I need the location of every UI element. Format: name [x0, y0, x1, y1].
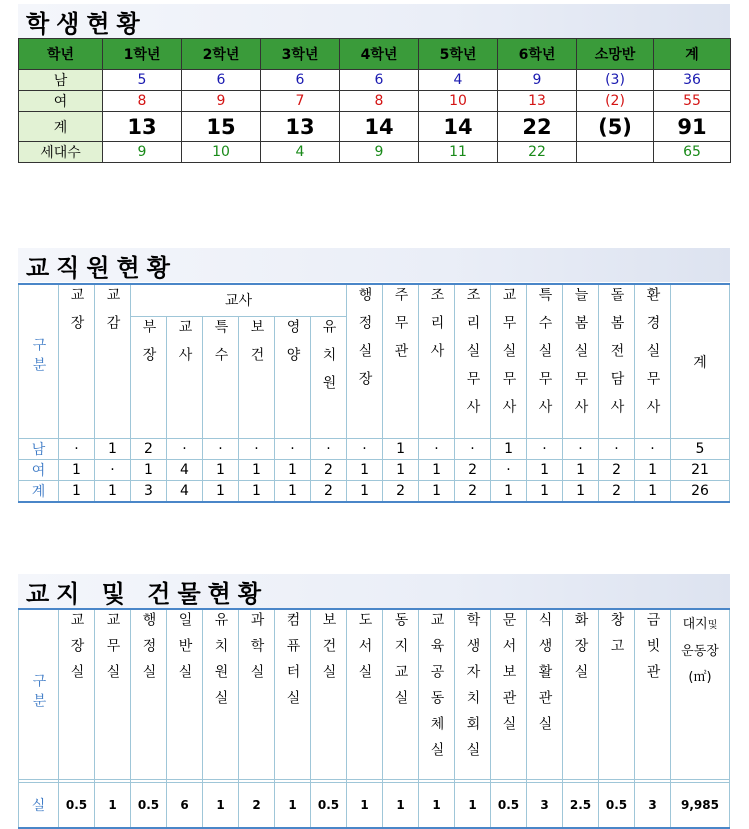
col-neulbom-assistant — [563, 284, 599, 439]
land-label-small: 및 — [707, 620, 718, 631]
col-teacher — [167, 316, 203, 438]
cell: 1 — [203, 783, 239, 829]
facility-col-text: 행정실 — [140, 612, 157, 690]
facilities-rowhead — [19, 609, 59, 780]
col-teacher-text: 특수 — [212, 318, 229, 375]
row-label: 남 — [19, 439, 59, 460]
col-classroom — [167, 609, 203, 780]
facility-col-text: 교장실 — [68, 612, 85, 690]
cell: 91 — [654, 112, 731, 142]
cell: 22 — [498, 142, 577, 163]
cell: 6 — [182, 70, 261, 91]
cell: 13 — [261, 112, 340, 142]
cell: · — [59, 439, 95, 460]
col-teacher-text: 유치원 — [320, 318, 337, 403]
col-total: 계 — [671, 284, 730, 439]
student-header-row — [19, 39, 731, 70]
row-label: 여 — [19, 91, 103, 112]
col-cook-assistant — [455, 284, 491, 439]
staff-rowhead-text: 구분 — [30, 337, 47, 377]
col-cafeteria — [527, 609, 563, 780]
col-computer-room — [275, 609, 311, 780]
cell: 1 — [347, 783, 383, 829]
col-teacher-text: 교사 — [176, 318, 193, 375]
cell: 1 — [383, 783, 419, 829]
facility-col-text: 도서실 — [356, 612, 373, 690]
staff-row-female — [19, 460, 730, 481]
cell: 21 — [671, 460, 730, 481]
cell: · — [203, 439, 239, 460]
facility-col-text: 학생자치회실 — [464, 612, 481, 768]
cell: 9,985 — [671, 783, 730, 829]
student-row-households — [19, 142, 731, 163]
student-table — [18, 38, 731, 163]
col-land-area — [671, 609, 730, 780]
cell: 1 — [635, 481, 671, 503]
col-officer — [383, 284, 419, 439]
cell: (5) — [577, 112, 654, 142]
row-label: 세대수 — [19, 142, 103, 163]
cell: · — [275, 439, 311, 460]
cell: 9 — [182, 91, 261, 112]
row-label: 여 — [19, 460, 59, 481]
cell: 5 — [103, 70, 182, 91]
cell: 0.5 — [311, 783, 347, 829]
cell: 1 — [419, 783, 455, 829]
facility-col-text: 교육공동체실 — [428, 612, 445, 768]
staff-header-row1 — [19, 284, 730, 316]
col-principal-text: 교장 — [68, 287, 85, 343]
cell: 2 — [455, 460, 491, 481]
col-health-teacher — [239, 316, 275, 438]
cell: 1 — [383, 460, 419, 481]
col-other-text: 조리실무사 — [464, 287, 481, 427]
student-row-total — [19, 112, 731, 142]
col-kindergarten-room — [203, 609, 239, 780]
cell: · — [239, 439, 275, 460]
col-cook — [419, 284, 455, 439]
student-row-female — [19, 91, 731, 112]
cell: 0.5 — [59, 783, 95, 829]
cell: 1 — [239, 481, 275, 503]
cell: 3 — [131, 481, 167, 503]
header-grade4: 4학년 — [340, 39, 419, 70]
cell: 0.5 — [491, 783, 527, 829]
cell: (2) — [577, 91, 654, 112]
row-label: 계 — [19, 112, 103, 142]
cell: 1 — [491, 439, 527, 460]
cell: 15 — [182, 112, 261, 142]
cell: 9 — [103, 142, 182, 163]
cell: 1 — [419, 481, 455, 503]
cell: 4 — [419, 70, 498, 91]
cell: 1 — [383, 439, 419, 460]
cell: 4 — [167, 481, 203, 503]
land-unit: (㎡) — [688, 670, 712, 685]
header-grade5: 5학년 — [419, 39, 498, 70]
cell: · — [527, 439, 563, 460]
header-total: 계 — [654, 39, 731, 70]
students-title: 학생현황 — [18, 4, 730, 38]
cell: 5 — [671, 439, 730, 460]
cell: 1 — [275, 460, 311, 481]
col-teacher-text: 보건 — [248, 318, 265, 375]
cell: 8 — [103, 91, 182, 112]
header-grade6: 6학년 — [498, 39, 577, 70]
cell: 1 — [491, 481, 527, 503]
col-environment-assistant — [635, 284, 671, 439]
col-care-staff — [599, 284, 635, 439]
land-label-line2: 운동장 — [681, 644, 719, 659]
facility-col-text: 보건실 — [320, 612, 337, 690]
row-label: 남 — [19, 70, 103, 91]
cell: · — [419, 439, 455, 460]
cell: 1 — [275, 783, 311, 829]
facilities-table — [18, 608, 730, 829]
cell: · — [167, 439, 203, 460]
cell: 9 — [498, 70, 577, 91]
cell: 7 — [261, 91, 340, 112]
facility-col-text: 동지교실 — [392, 612, 409, 716]
col-vice-text: 교감 — [104, 287, 121, 343]
col-storage — [599, 609, 635, 780]
facilities-rowhead-text: 구분 — [30, 672, 47, 713]
cell: (3) — [577, 70, 654, 91]
header-grade1: 1학년 — [103, 39, 182, 70]
col-science-room — [239, 609, 275, 780]
land-label-main: 대지 — [682, 617, 708, 632]
col-principal — [59, 284, 95, 439]
cell: 36 — [654, 70, 731, 91]
cell: 1 — [563, 460, 599, 481]
cell: 13 — [498, 91, 577, 112]
facility-col-text: 화장실 — [572, 612, 589, 690]
col-archive-room — [491, 609, 527, 780]
facility-col-text: 과학실 — [248, 612, 265, 690]
cell: 2 — [311, 481, 347, 503]
cell: 1 — [203, 481, 239, 503]
cell: 1 — [203, 460, 239, 481]
cell: 1 — [455, 783, 491, 829]
col-health-room — [311, 609, 347, 780]
staff-row-total — [19, 481, 730, 503]
row-label: 계 — [19, 481, 59, 503]
cell: 22 — [498, 112, 577, 142]
facility-col-text: 식생활관실 — [536, 612, 553, 742]
cell: 0.5 — [599, 783, 635, 829]
cell — [577, 142, 654, 163]
col-academic-assistant — [491, 284, 527, 439]
cell: · — [455, 439, 491, 460]
cell: 6 — [261, 70, 340, 91]
facilities-title: 교지 및 건물현황 — [18, 574, 730, 608]
col-other-text: 늘봄실무사 — [572, 287, 589, 427]
land-label-line1 — [671, 612, 729, 639]
cell: 2.5 — [563, 783, 599, 829]
cell: 10 — [182, 142, 261, 163]
facility-col-text: 교무실 — [104, 612, 121, 690]
cell: 1 — [59, 481, 95, 503]
cell: 1 — [347, 481, 383, 503]
col-other-text: 특수실무사 — [536, 287, 553, 427]
cell: 1 — [275, 481, 311, 503]
cell: 6 — [167, 783, 203, 829]
facilities-row-rooms — [19, 783, 730, 829]
cell: 11 — [419, 142, 498, 163]
col-student-council-room — [455, 609, 491, 780]
cell: · — [347, 439, 383, 460]
staff-title: 교직원현황 — [18, 248, 730, 282]
facility-col-text: 일반실 — [176, 612, 193, 690]
cell: 2 — [239, 783, 275, 829]
staff-rowhead — [19, 284, 59, 439]
cell: 13 — [103, 112, 182, 142]
cell: 14 — [340, 112, 419, 142]
col-special-teacher — [203, 316, 239, 438]
col-special-assistant — [527, 284, 563, 439]
staff-row-male — [19, 439, 730, 460]
cell: 1 — [419, 460, 455, 481]
col-nutrition-teacher — [275, 316, 311, 438]
cell: 2 — [599, 460, 635, 481]
header-grade2: 2학년 — [182, 39, 261, 70]
col-teacher-text: 부장 — [140, 318, 157, 375]
cell: 1 — [95, 481, 131, 503]
col-other-text: 환경실무사 — [644, 287, 661, 427]
cell: 2 — [383, 481, 419, 503]
cell: 9 — [340, 142, 419, 163]
cell: 4 — [167, 460, 203, 481]
cell: · — [311, 439, 347, 460]
col-restroom — [563, 609, 599, 780]
col-other-text: 교무실무사 — [500, 287, 517, 427]
header-somang: 소망반 — [577, 39, 654, 70]
staff-table — [18, 283, 730, 503]
facilities-header-row — [19, 609, 730, 780]
facility-col-text: 유치원실 — [212, 612, 229, 716]
cell: 2 — [455, 481, 491, 503]
cell: 1 — [239, 460, 275, 481]
cell: 1 — [347, 460, 383, 481]
teacher-group-header: 교사 — [131, 284, 347, 316]
cell: · — [95, 460, 131, 481]
col-other-text: 조리사 — [428, 287, 445, 371]
cell: 1 — [59, 460, 95, 481]
cell: · — [491, 460, 527, 481]
cell: 1 — [527, 481, 563, 503]
cell: 2 — [131, 439, 167, 460]
facility-col-text: 금빗관 — [644, 612, 661, 690]
cell: 2 — [311, 460, 347, 481]
header-grade3: 3학년 — [261, 39, 340, 70]
col-other-text: 행정실장 — [356, 287, 373, 399]
cell: · — [563, 439, 599, 460]
col-club-room — [383, 609, 419, 780]
row-label: 실 — [19, 783, 59, 829]
cell: 6 — [340, 70, 419, 91]
cell: 10 — [419, 91, 498, 112]
col-teacher-text: 영양 — [284, 318, 301, 375]
cell: 1 — [95, 439, 131, 460]
col-admin-office — [131, 609, 167, 780]
cell: · — [635, 439, 671, 460]
facility-col-text: 문서보관실 — [500, 612, 517, 742]
cell: 1 — [563, 481, 599, 503]
cell: 3 — [527, 783, 563, 829]
cell: 55 — [654, 91, 731, 112]
col-admin-head — [347, 284, 383, 439]
cell: 1 — [527, 460, 563, 481]
col-library — [347, 609, 383, 780]
student-row-male — [19, 70, 731, 91]
cell: 1 — [635, 460, 671, 481]
cell: 3 — [635, 783, 671, 829]
col-geumbit-hall — [635, 609, 671, 780]
col-other-text: 돌봄전담사 — [608, 287, 625, 427]
cell: 65 — [654, 142, 731, 163]
col-kindergarten-teacher — [311, 316, 347, 438]
cell: 1 — [131, 460, 167, 481]
cell: 4 — [261, 142, 340, 163]
col-community-room — [419, 609, 455, 780]
cell: 26 — [671, 481, 730, 503]
cell: · — [599, 439, 635, 460]
cell: 14 — [419, 112, 498, 142]
col-head-teacher — [131, 316, 167, 438]
col-other-text: 주무관 — [392, 287, 409, 371]
col-teachers-office — [95, 609, 131, 780]
header-grade: 학년 — [19, 39, 103, 70]
col-vice-principal — [95, 284, 131, 439]
cell: 1 — [95, 783, 131, 829]
cell: 0.5 — [131, 783, 167, 829]
facility-col-text: 창고 — [608, 612, 625, 664]
col-principal-office — [59, 609, 95, 780]
facility-col-text: 컴퓨터실 — [284, 612, 301, 716]
cell: 8 — [340, 91, 419, 112]
cell: 2 — [599, 481, 635, 503]
